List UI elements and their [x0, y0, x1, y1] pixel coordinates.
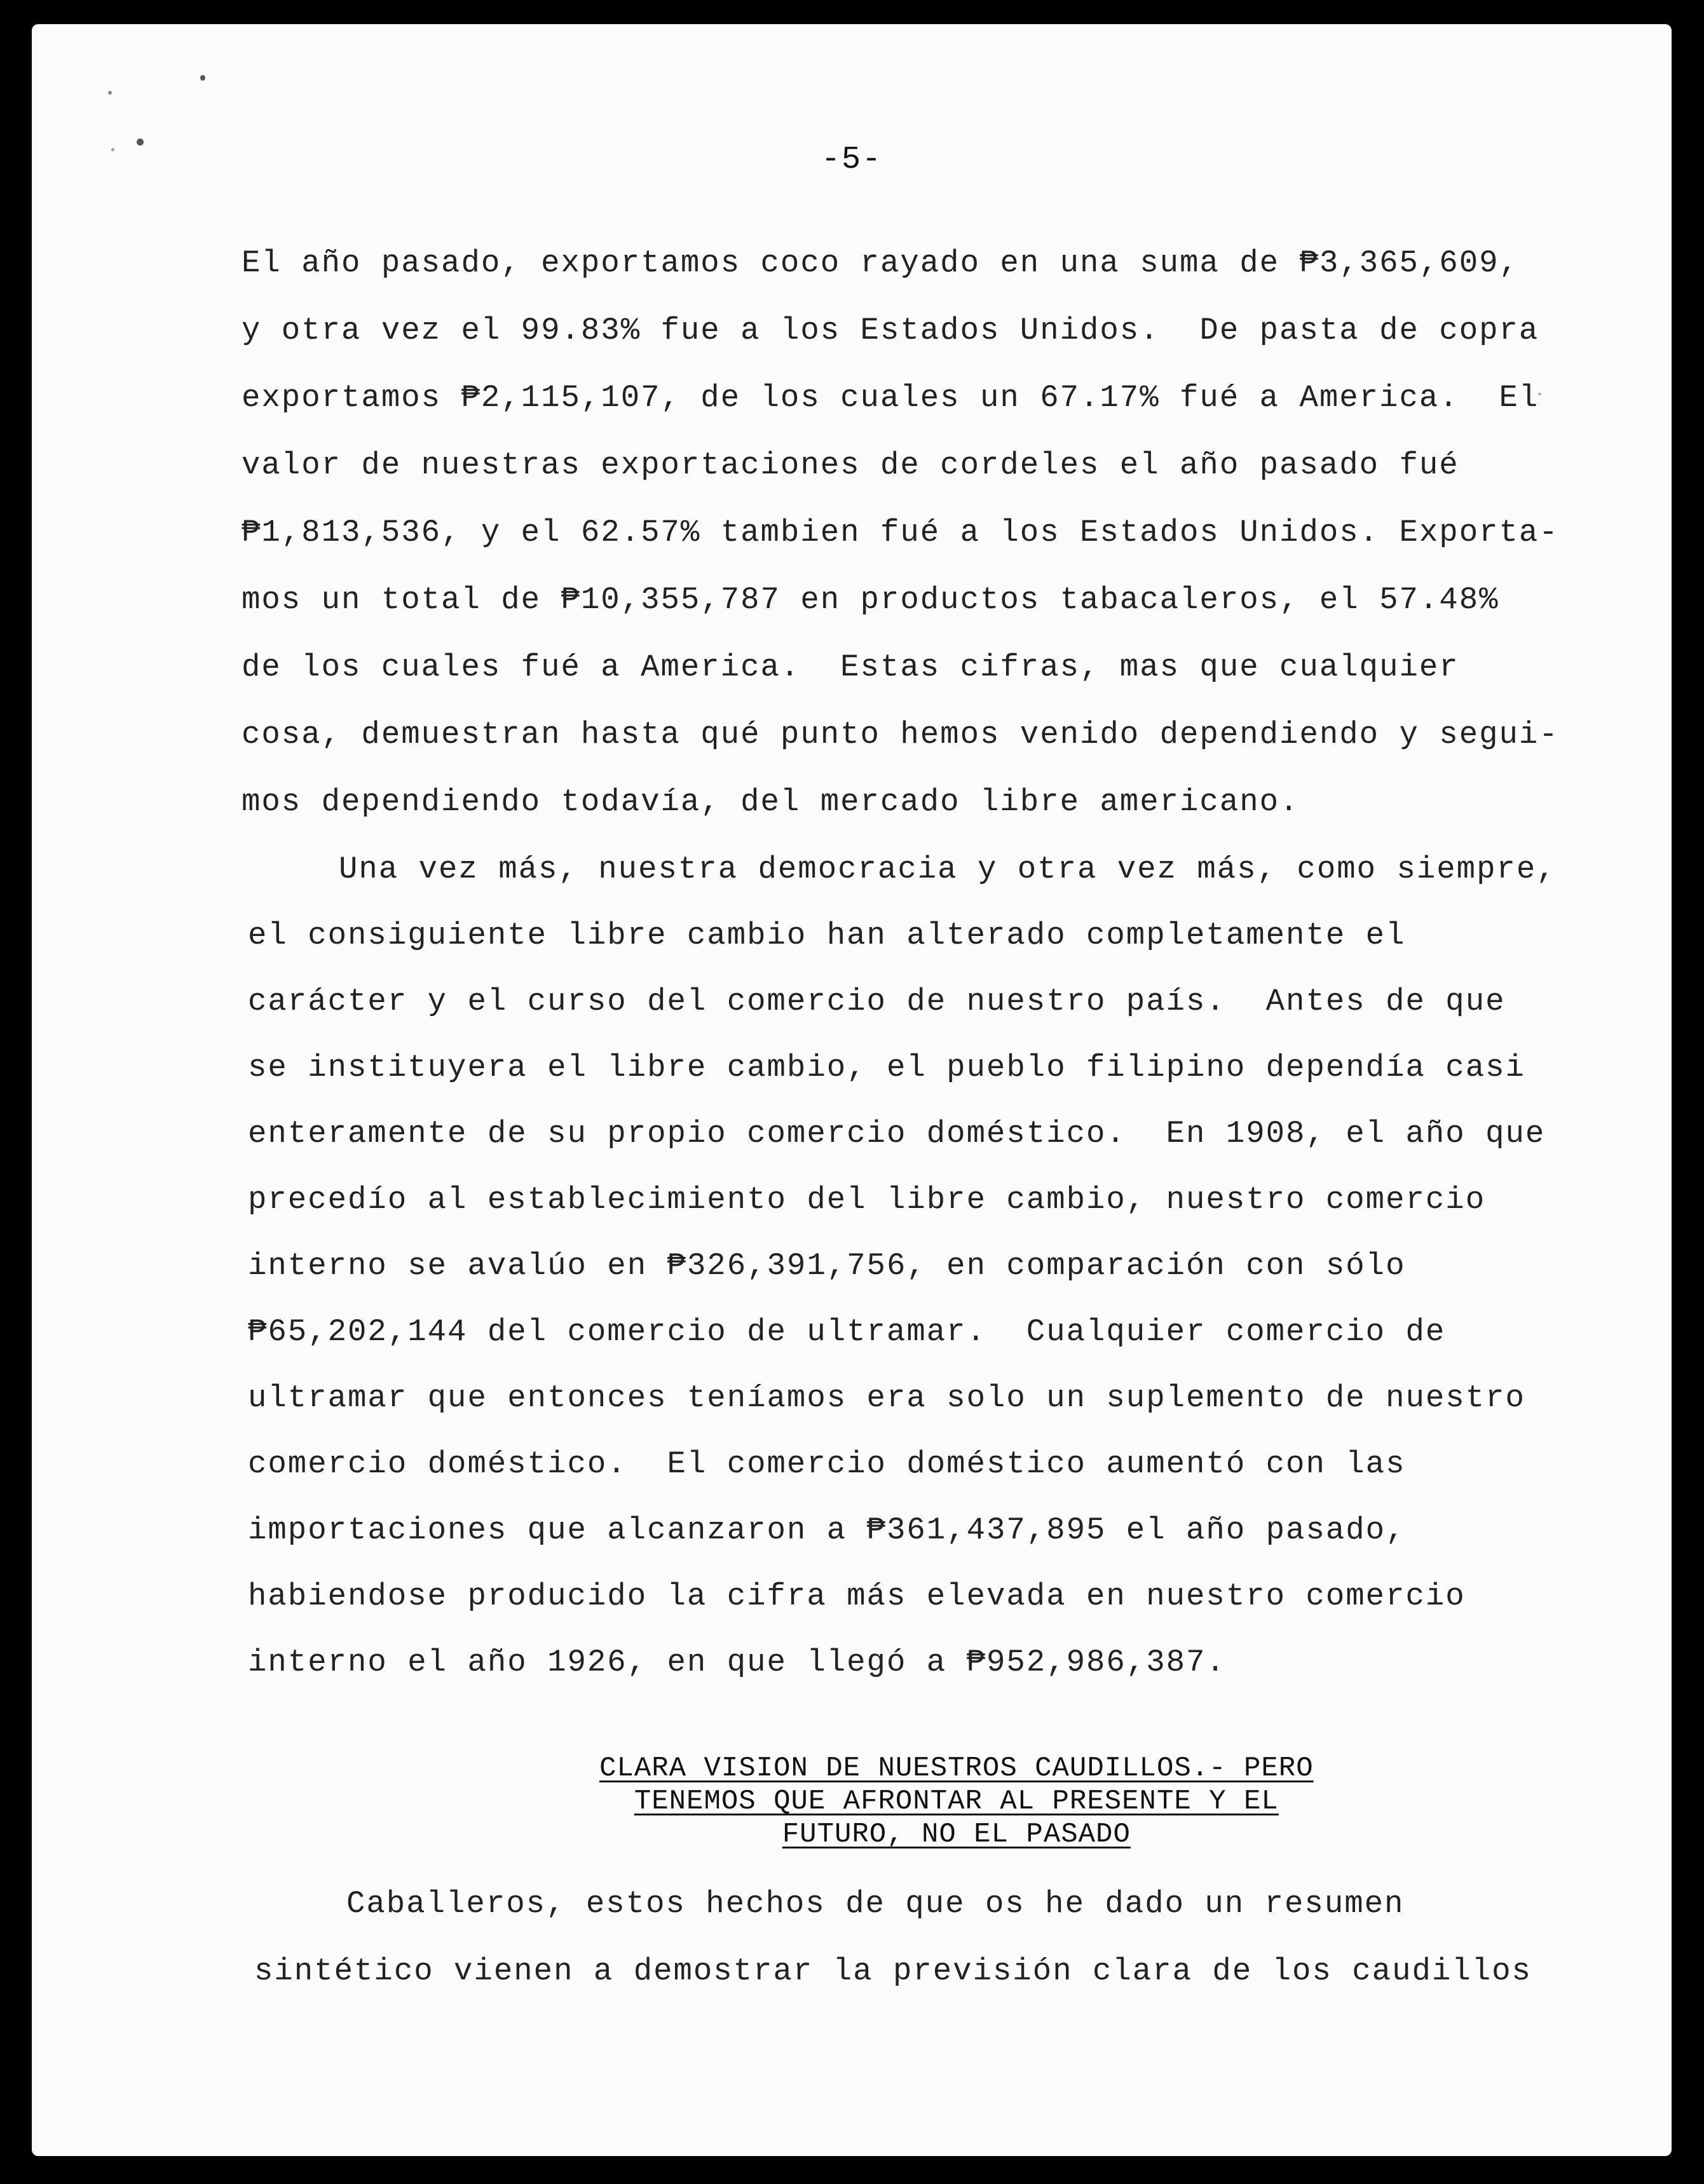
page-number: -5-	[821, 142, 882, 178]
ink-speck	[108, 91, 112, 95]
paragraph-2-line: enteramente de su propio comercio doméstico. En 1908, el año que	[248, 1116, 1546, 1151]
paragraph-1-line: cosa, demuestran hasta qué punto hemos venido dependiendo y segui-	[242, 717, 1559, 752]
document-page	[32, 24, 1672, 2156]
paragraph-3-line: Caballeros, estos hechos de que os he dado un resumen	[346, 1886, 1405, 1922]
paragraph-1-line: de los cuales fué a America. Estas cifras, mas que cualquier	[242, 649, 1459, 685]
section-heading-text: TENEMOS QUE AFRONTAR AL PRESENTE Y EL	[634, 1786, 1279, 1817]
section-heading-text: CLARA VISION DE NUESTROS CAUDILLOS.- PERO	[599, 1753, 1314, 1784]
paragraph-2-line: precedío al establecimiento del libre cambio, nuestro comercio	[248, 1182, 1486, 1217]
paragraph-2-line: importaciones que alcanzaron a ₱361,437,895 el año pasado,	[248, 1512, 1406, 1548]
paragraph-1-line: El año pasado, exportamos coco rayado en una suma de ₱3,365,609,	[242, 245, 1519, 281]
paragraph-1-line: mos dependiendo todavía, del mercado libre americano.	[242, 784, 1300, 820]
paragraph-2-line: comercio doméstico. El comercio doméstico aumentó con las	[248, 1446, 1406, 1482]
paragraph-2-line: Una vez más, nuestra democracia y otra vez más, como siempre,	[339, 851, 1557, 887]
ink-speck	[200, 75, 205, 81]
paragraph-2-line: ultramar que entonces teníamos era solo un suplemento de nuestro	[248, 1380, 1525, 1416]
paragraph-1-line: exportamos ₱2,115,107, de los cuales un 67.17% fué a America. El	[242, 380, 1539, 416]
paragraph-2-line: carácter y el curso del comercio de nuestro país. Antes de que	[248, 984, 1506, 1019]
paragraph-1-line: ₱1,813,536, y el 62.57% tambien fué a los Estados Unidos. Exporta-	[242, 515, 1559, 550]
paragraph-1-line: mos un total de ₱10,355,787 en productos tabacaleros, el 57.48%	[242, 582, 1499, 618]
paragraph-2-line: interno se avalúo en ₱326,391,756, en comparación con sólo	[248, 1248, 1406, 1284]
paragraph-2-line: se instituyera el libre cambio, el pueblo filipino dependía casi	[248, 1050, 1525, 1085]
paragraph-2-line: el consiguiente libre cambio han alterado completamente el	[248, 918, 1406, 953]
section-heading-line	[102, 1787, 1672, 1882]
paragraph-2-line: ₱65,202,144 del comercio de ultramar. Cualquier comercio de	[248, 1314, 1446, 1350]
paragraph-2-line: interno el año 1926, en que llegó a ₱952,986,387.	[248, 1645, 1226, 1680]
paragraph-3-line: sintético vienen a demostrar la previsión clara de los caudillos	[254, 1953, 1532, 1989]
paragraph-1-line: valor de nuestras exportaciones de cordeles el año pasado fué	[242, 447, 1459, 483]
paragraph-2-line: habiendose producido la cifra más elevada en nuestro comercio	[248, 1578, 1466, 1614]
paragraph-1-line: y otra vez el 99.83% fue a los Estados Unidos. De pasta de copra	[242, 313, 1539, 348]
section-heading-text: FUTURO, NO EL PASADO	[782, 1819, 1131, 1850]
